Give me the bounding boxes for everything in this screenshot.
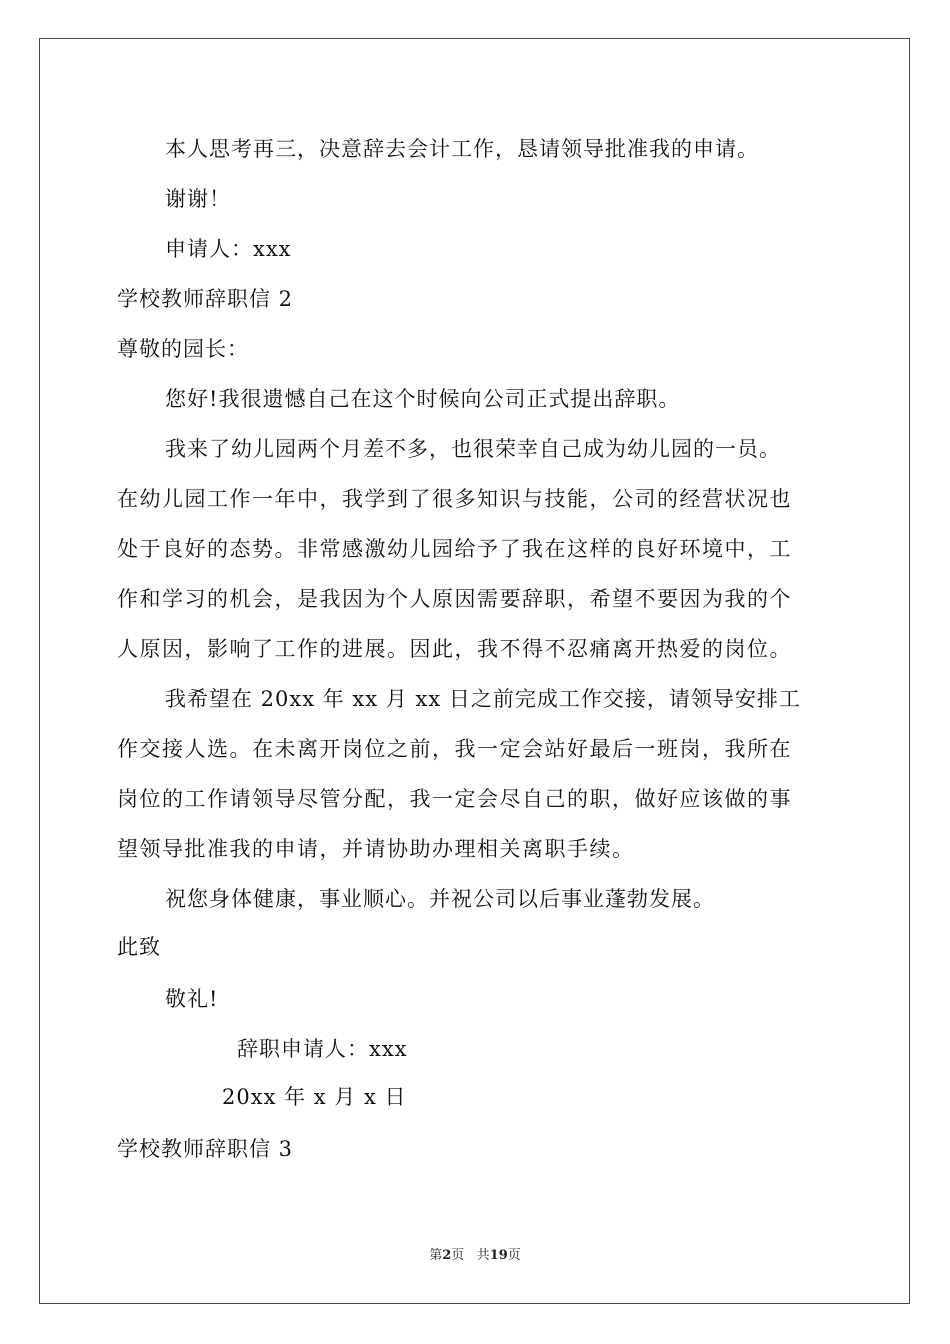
closing-line: 此致: [117, 935, 161, 959]
text-line: 我希望在 20xx 年 xx 月 xx 日之前完成工作交接，请领导安排工: [165, 687, 801, 711]
text-line: 岗位的工作请领导尽管分配，我一定会尽自己的职，做好应该做的事: [117, 787, 792, 811]
text-line: 本人思考再三，决意辞去会计工作，恳请领导批准我的申请。: [165, 137, 759, 161]
section-heading: 学校教师辞职信 2: [117, 287, 294, 311]
closing-line: 敬礼!: [165, 987, 219, 1011]
page-border: [39, 38, 910, 1304]
date-line: 20xx 年 x 月 x 日: [222, 1085, 407, 1109]
text-line: 作交接人选。在未离开岗位之前，我一定会站好最后一班岗，我所在: [117, 737, 792, 761]
footer-total-suffix: 页: [507, 1248, 521, 1263]
text-line: 祝您身体健康，事业顺心。并祝公司以后事业蓬勃发展。: [165, 887, 715, 911]
text-line: 您好!我很遗憾自己在这个时候向公司正式提出辞职。: [165, 387, 681, 411]
footer-total-prefix: 共: [476, 1248, 490, 1263]
text-line: 在幼儿园工作一年中，我学到了很多知识与技能，公司的经营状况也: [117, 487, 792, 511]
footer-page-current: 2: [442, 1248, 452, 1263]
salutation: 尊敬的园长：: [117, 337, 249, 361]
signature-line: 辞职申请人：xxx: [237, 1037, 408, 1061]
section-heading: 学校教师辞职信 3: [117, 1137, 294, 1161]
text-line: 望领导批准我的申请，并请协助办理相关离职手续。: [117, 837, 635, 861]
text-line: 作和学习的机会，是我因为个人原因需要辞职，希望不要因为我的个: [117, 587, 792, 611]
footer-page-total: 19: [489, 1248, 508, 1263]
footer-page-prefix: 第: [429, 1248, 443, 1263]
text-line: 人原因，影响了工作的进展。因此，我不得不忍痛离开热爱的岗位。: [117, 637, 792, 661]
text-line: 我来了幼儿园两个月差不多，也很荣幸自己成为幼儿园的一员。: [165, 437, 781, 461]
text-line: 谢谢！: [165, 187, 231, 211]
footer-page-suffix: 页: [451, 1248, 465, 1263]
text-line: 申请人：xxx: [165, 237, 292, 261]
page-footer: [0, 1248, 950, 1264]
text-line: 处于良好的态势。非常感激幼儿园给予了我在这样的良好环境中，工: [117, 537, 792, 561]
